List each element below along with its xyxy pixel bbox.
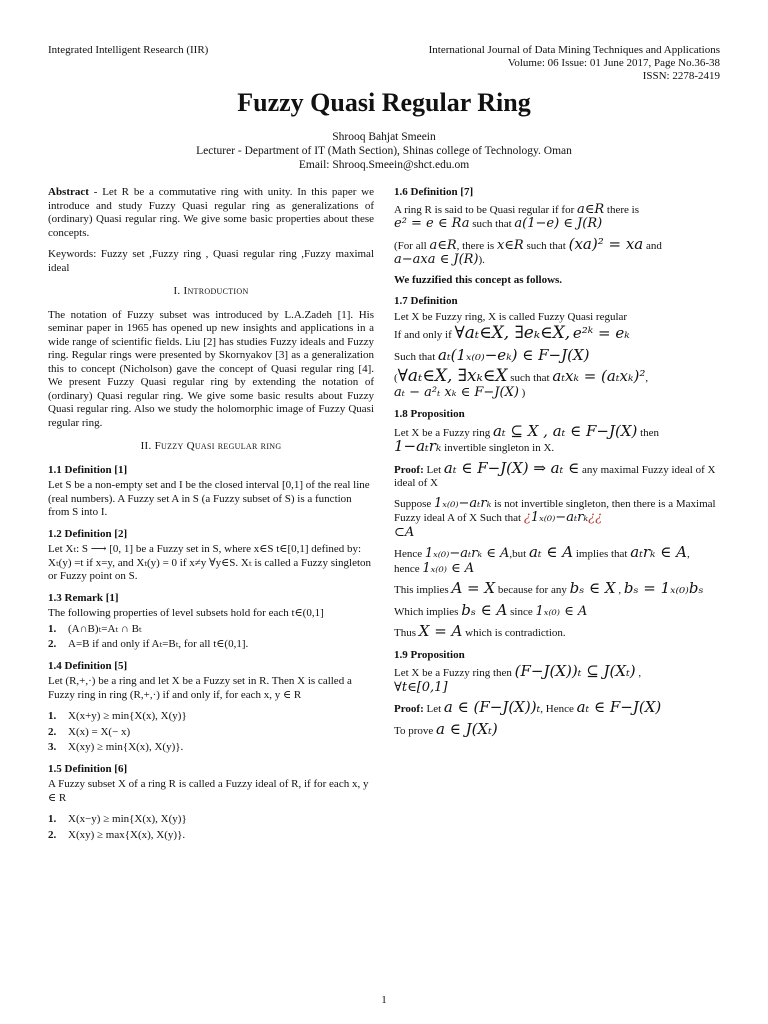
proposition-1-8-proof: Proof: Let aₜ ∈ F−J(X) ⇒ aₜ ∈ any maximal Fuzzy ideal of X ideal of X: [394, 458, 716, 489]
keywords: Keywords: Fuzzy set ,Fuzzy ring , Quasi regular ring ,Fuzzy maximal ideal: [48, 248, 374, 274]
definition-1-2-title: 1.2 Definition [2]: [48, 527, 128, 540]
introduction-text: The notation of Fuzzy subset was introduced by L.A.Zadeh [1]. His seminar paper in 1965 has opened up new insights and applications in a wide range of scientific fields. Liu [2] has studies Fuzzy ideals and Fuzzy ring. Regular rings were presented by Skornyakov [3] as a generalization this to concept (Nicholson) gave the concept of Quasi regular ring [4]. We present Fuzzy Quasi regular ring by extending the notation of (ordinary) Quasi regular ring. We give some basic results about Fuzzy Quasi regular ring. Also we study the holomorphic image of Fuzzy Quasi regular ring.: [48, 308, 374, 429]
math-expression: 1ₓ₍₀₎ ∈ A: [535, 603, 588, 619]
proof-implies: This implies A = X because for any bₛ ∈ X , bₛ = 1ₓ₍₀₎bₛ: [394, 579, 704, 597]
abstract-text: - Let R be a commutative ring with unity. In this paper we introduce and study Fuzzy Quasi regular ring as generalizations of (ordinary) Quasi regular ring. We give some basic properties about these concepts.: [48, 186, 374, 239]
math-expression: bₛ = 1ₓ₍₀₎bₛ: [623, 579, 704, 597]
list-item: 3. X(xy) ≥ min{X(x), X(y)}.: [48, 741, 184, 753]
definition-1-7-such: Such that aₜ(1ₓ₍₀₎−eₖ) ∈ F−J(X): [394, 345, 590, 364]
math-expression: A = X: [451, 579, 496, 597]
definition-1-7-text: Let X be Fuzzy ring, X is called Fuzzy Quasi regular: [394, 310, 628, 323]
author-email[interactable]: Email: Shrooq.Smeein@shct.edu.om: [298, 159, 470, 171]
journal-publisher: Integrated Intelligent Research (IIR): [48, 44, 209, 56]
section-heading-introduction: I. Introduction: [173, 285, 249, 297]
definition-1-6-title: 1.6 Definition [7]: [394, 186, 474, 198]
definition-1-7-alt: (∀aₜ∈X, ∃xₖ∈X such that aₜxₖ = (aₜxₖ)², aₜ − a²ₜ xₖ ∈ F−J(X) ): [394, 366, 649, 400]
list-item: 1. X(x−y) ≥ min{X(x), X(y)}: [48, 813, 187, 825]
definition-1-5-text: A Fuzzy subset X of a ring R is called a Fuzzy ideal of R, if for each x, y ∈ R: [48, 778, 369, 804]
definition-1-5-title: 1.5 Definition [6]: [48, 762, 128, 775]
section-heading-fuzzy-quasi-regular-ring: II. Fuzzy Quasi regular ring: [140, 440, 282, 452]
proposition-1-9-proof: Proof: Let a ∈ (F−J(X))ₜ, Hence aₜ ∈ F−J(X): [394, 698, 662, 716]
proposition-1-8-statement: Let X be a Fuzzy ring aₜ ⊆ X , aₜ ∈ F−J(X) then 1−aₜrₖ invertible singleton in X.: [394, 421, 660, 455]
proof-to-prove: To prove a ∈ J(Xₜ): [394, 719, 498, 738]
remark-1-3-text: The following properties of level subsets hold for each t∈(0,1]: [48, 607, 324, 619]
math-expression: aₜ(1ₓ₍₀₎−eₖ) ∈ F−J(X): [438, 345, 590, 364]
list-item: 2. A=B if and only if Aₜ=Bₜ, for all t∈(0,1].: [48, 638, 249, 650]
math-expression: aₜ ∈ A: [528, 543, 574, 561]
definition-1-6-text: A ring R is said to be Quasi regular if for a∈R there is e² = e ∈ Ra such that a(1−e) ∈ J(R): [394, 201, 639, 231]
proposition-1-8-title: 1.8 Proposition: [394, 408, 465, 420]
math-expression: e²ᵏ = eₖ: [572, 324, 630, 342]
abstract-label: Abstract: [48, 186, 89, 198]
math-expression: a(1−e) ∈ J(R): [514, 216, 603, 231]
math-expression: a−axa ∈ J(R): [394, 252, 479, 267]
math-expression: ∀aₜ∈X, ∃xₖ∈X: [397, 366, 508, 386]
math-expression: ⊂A: [394, 524, 415, 540]
math-expression: aₜrₖ ∈ A: [630, 543, 688, 561]
right-column: [394, 186, 722, 744]
math-expression: a ∈ (F−J(X))ₜ: [443, 698, 541, 716]
remark-1-3-title: 1.3 Remark [1]: [48, 591, 119, 604]
math-expression: 1ₓ₍₀₎ ∈ A: [422, 560, 475, 576]
list-item: 2. X(xy) ≥ max{X(x), X(y)}.: [48, 828, 186, 841]
journal-name: International Journal of Data Mining Techniques and Applications: [428, 44, 720, 56]
definition-1-7-title: 1.7 Definition: [394, 295, 458, 307]
definition-1-6-alt: (For all a∈R, there is x∈R such that (xa)² = xa and a−axa ∈ J(R)).: [394, 234, 662, 267]
definition-1-4-text: Let (R,+,·) be a ring and let X be a Fuzzy set in R. Then X is called a Fuzzy ring in ring (R,+,·) if and only if, for each x, y ∈ R: [48, 675, 352, 701]
proof-which: Which implies bₛ ∈ A since 1ₓ₍₀₎ ∈ A: [394, 600, 588, 619]
abstract: [48, 186, 374, 240]
math-expression: aₜ ∈ F−J(X): [576, 698, 662, 716]
definition-1-1-text: Let S be a non-empty set and I be the closed interval [0,1] of the real line (real numbers). A Fuzzy set A in S (a Fuzzy subset of S) is a function from S into I.: [48, 479, 370, 518]
math-expression: aₜ ⊆ X , aₜ ∈ F−J(X): [492, 421, 638, 440]
author-block: [0, 130, 768, 172]
definition-1-2-text: Let Xₜ: S ⟶ [0, 1] be a Fuzzy set in S, where x∈S t∈[0,1] defined by: Xₜ(y) =t if x=y, and Xₜ(y) = 0 if x≠y ∀y∈S. Xₜ is called a Fuzzy singleton or Fuzzy point on S.: [48, 543, 372, 582]
math-expression: e² = e ∈ Ra: [394, 216, 470, 231]
paper-title: Fuzzy Quasi Regular Ring: [237, 88, 531, 117]
math-expression: bₛ ∈ X: [569, 579, 616, 597]
fuzzified-note: We fuzzified this concept as follows.: [394, 273, 563, 286]
definition-1-7-cond: If and only if ∀aₜ∈X, ∃eₖ∈X, e²ᵏ = eₖ: [394, 323, 630, 343]
author-affiliation: Lecturer - Department of IT (Math Section), Shinas college of Technology. Oman: [196, 145, 572, 157]
math-expression: x∈R: [496, 237, 524, 253]
math-expression: a∈R: [577, 201, 605, 217]
math-expression: aₜ − a²ₜ xₖ ∈ F−J(X): [394, 384, 519, 400]
proof-hence: Hence 1ₓ₍₀₎−aₜrₖ ∈ A,but aₜ ∈ A implies that aₜrₖ ∈ A, hence 1ₓ₍₀₎ ∈ A: [394, 543, 690, 576]
math-expression: ∀t∈[0,1]: [394, 679, 448, 695]
math-expression: X = A: [418, 622, 463, 640]
proof-suppose: Suppose 1ₓ₍₀₎−aₜrₖ is not invertible singleton, then there is a Maximal Fuzzy ideal A of X Such that ¿1ₓ₍₀₎−aₜrₖ¿¿ ⊂A: [394, 495, 716, 540]
math-expression: aₜxₖ = (aₜxₖ)²: [552, 367, 646, 385]
math-expression: (F−J(X))ₜ ⊆ J(Xₜ): [514, 662, 636, 680]
proof-thus: Thus X = A which is contradiction.: [394, 622, 566, 640]
page-number: 1: [381, 994, 387, 1006]
definition-1-4-title: 1.4 Definition [5]: [48, 659, 128, 672]
left-column: [48, 186, 374, 844]
author-name: Shrooq Bahjat Smeein: [332, 131, 436, 143]
math-expression: a∈R: [429, 237, 457, 253]
journal-info: [429, 44, 720, 83]
math-expression: ∀aₜ∈X, ∃eₖ∈X,: [454, 323, 571, 343]
proposition-1-9-title: 1.9 Proposition: [394, 648, 465, 661]
proposition-1-9-statement: Let X be a Fuzzy ring then (F−J(X))ₜ ⊆ J(Xₜ) , ∀t∈[0,1]: [394, 662, 642, 695]
math-expression: a ∈ J(Xₜ): [436, 719, 498, 738]
list-item: 1. (A∩B)ₜ=Aₜ ∩ Bₜ: [48, 622, 142, 635]
list-item: 2. X(x) = X(− x): [48, 725, 131, 738]
math-expression: 1ₓ₍₀₎−aₜrₖ ∈ A: [424, 546, 510, 561]
math-expression: 1ₓ₍₀₎−aₜrₖ: [434, 495, 492, 511]
math-expression: 1−aₜrₖ: [394, 437, 442, 455]
journal-volume: Volume: 06 Issue: 01 June 2017, Page No.36-38: [507, 57, 720, 69]
math-expression: aₜ ∈ F−J(X) ⇒ aₜ ∈: [443, 458, 580, 477]
definition-1-1-title: 1.1 Definition [1]: [48, 463, 128, 476]
list-item: 1. X(x+y) ≥ min{X(x), X(y)}: [48, 710, 187, 722]
math-expression: bₛ ∈ A: [461, 600, 508, 619]
journal-issn: ISSN: 2278-2419: [642, 70, 720, 82]
math-expression: (xa)² = xa: [568, 234, 644, 253]
